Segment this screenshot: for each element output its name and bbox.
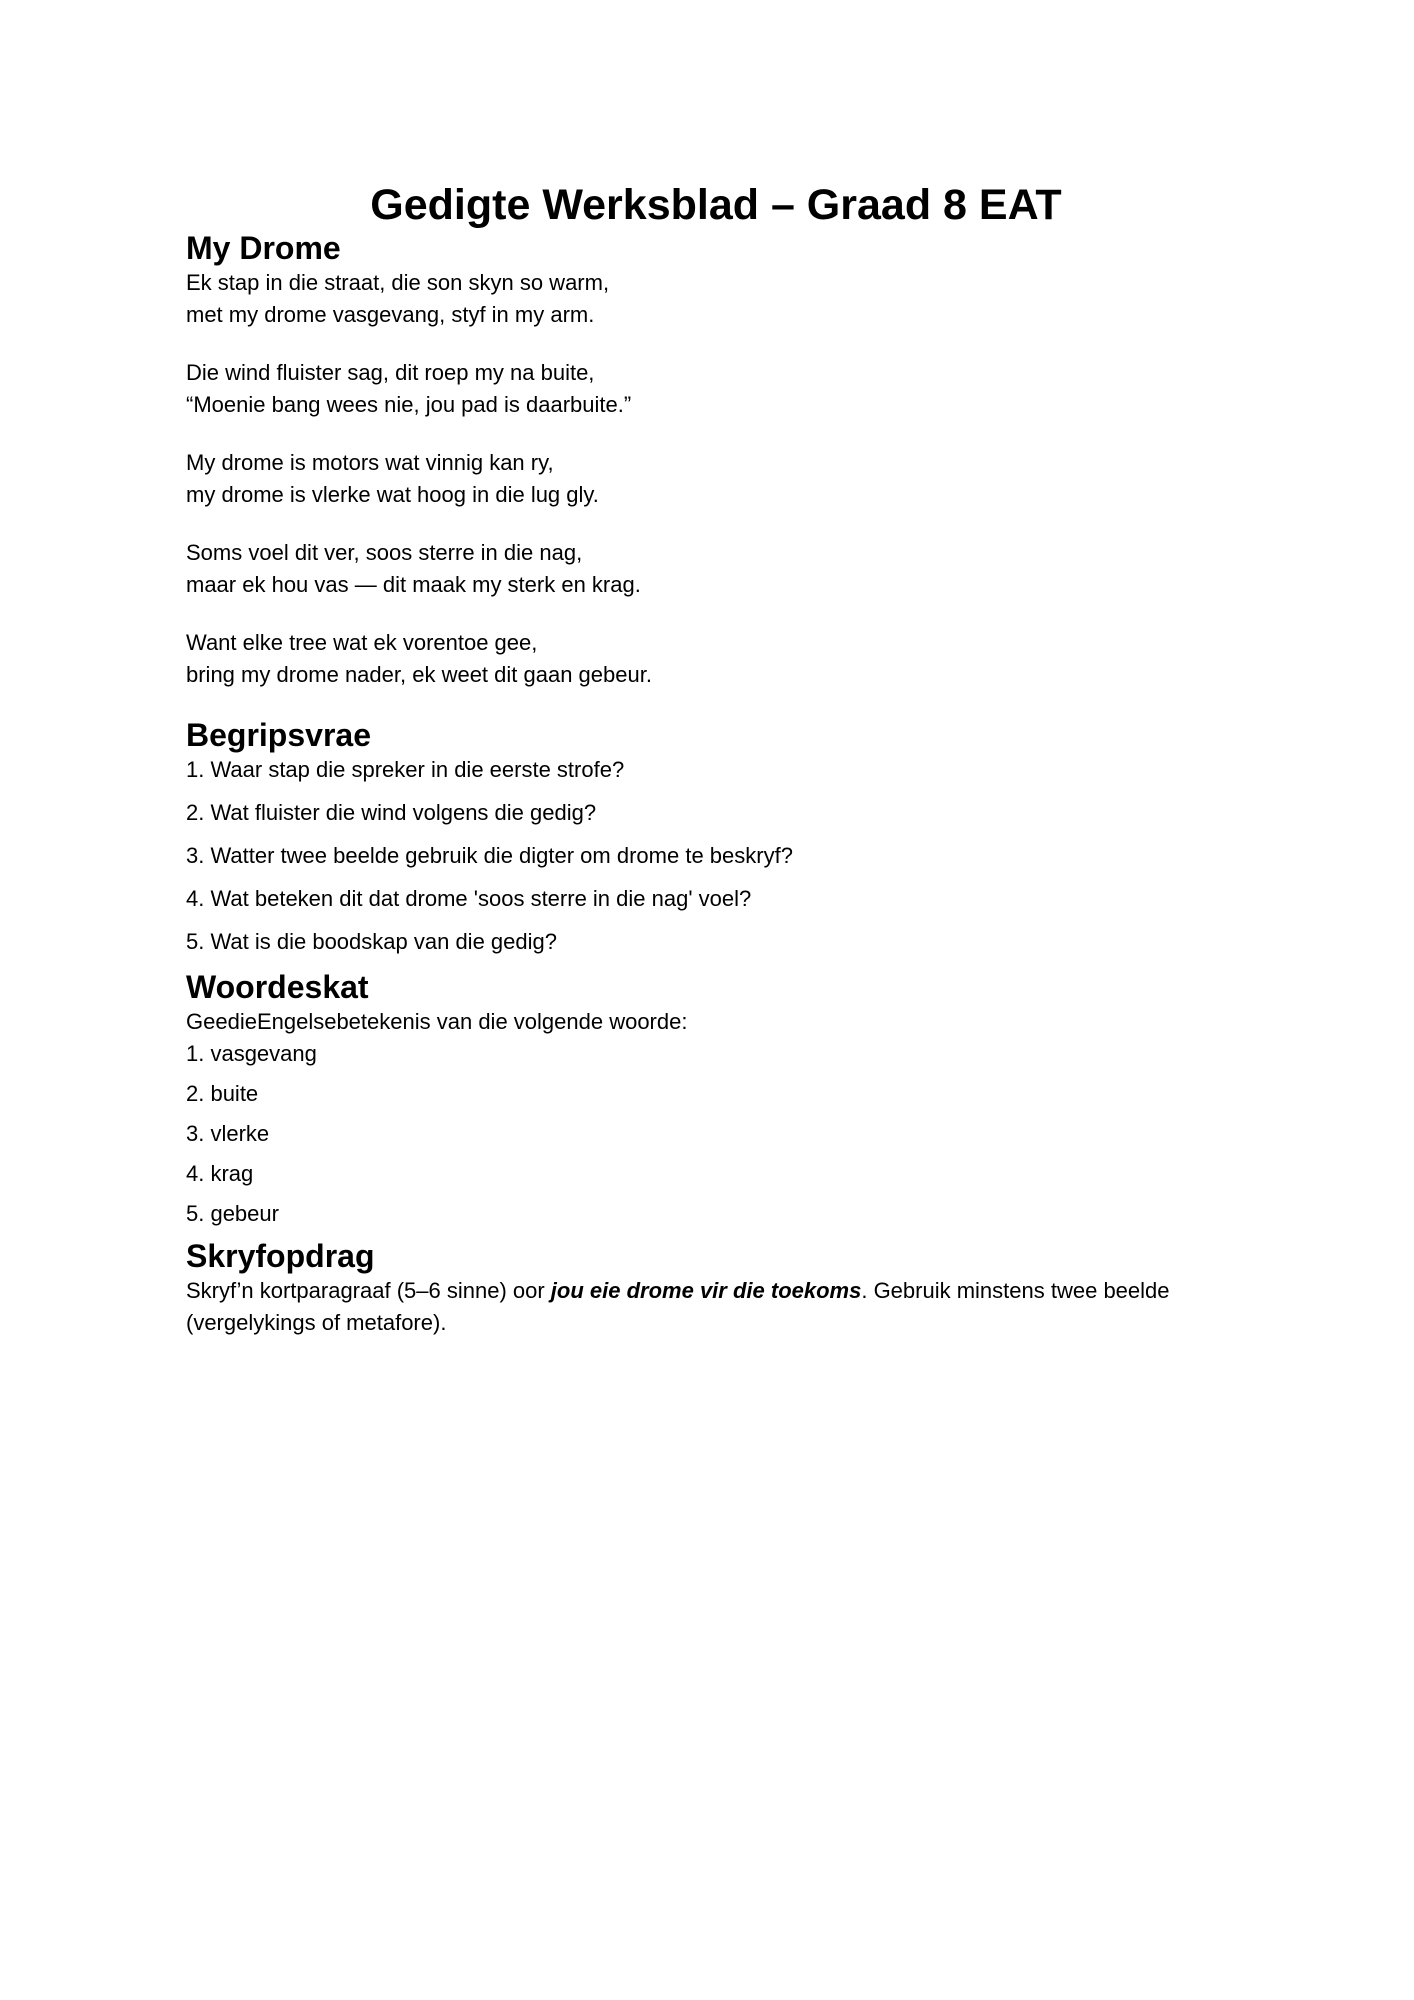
- vocabulary-item: 2. buite: [186, 1081, 259, 1106]
- question-item: 1. Waar stap die spreker in die eerste strofe?: [186, 757, 625, 782]
- page-title: Gedigte Werksblad – Graad 8 EAT: [370, 181, 1062, 229]
- question-item: 4. Wat beteken dit dat drome 'soos sterre in die nag' voel?: [186, 886, 752, 911]
- vocabulary-intro: [186, 1006, 1246, 1070]
- question-item: 3. Watter twee beelde gebruik die digter om drome te beskryf?: [186, 843, 793, 868]
- question-item: 5. Wat is die boodskap van die gedig?: [186, 929, 557, 954]
- poem-line: My drome is motors wat vinnig kan ry,: [186, 450, 554, 475]
- writing-heading: Skryfopdrag: [186, 1238, 375, 1274]
- poem-line: met my drome vasgevang, styf in my arm.: [186, 302, 595, 327]
- poem-line: Want elke tree wat ek vorentoe gee,: [186, 630, 538, 655]
- poem-stanza: [186, 447, 1246, 511]
- vocabulary-item: 3. vlerke: [186, 1121, 270, 1146]
- comprehension-heading: Begripsvrae: [186, 717, 371, 753]
- poem-line: maar ek hou vas — dit maak my sterk en krag.: [186, 572, 641, 597]
- vocabulary-intro-text: GeedieEngelsebetekenis van die volgende woorde:: [186, 1009, 688, 1034]
- vocabulary-item: 4. krag: [186, 1161, 254, 1186]
- vocabulary-item: 5. gebeur: [186, 1201, 279, 1226]
- writing-task-paragraph: [186, 1275, 1246, 1339]
- poem-line: Die wind fluister sag, dit roep my na buite,: [186, 360, 595, 385]
- poem: [186, 267, 1246, 691]
- poem-stanza: [186, 627, 1246, 691]
- poem-heading: My Drome: [186, 230, 341, 266]
- poem-line: bring my drome nader, ek weet dit gaan gebeur.: [186, 662, 652, 687]
- vocabulary-heading: Woordeskat: [186, 969, 369, 1005]
- poem-stanza: [186, 537, 1246, 601]
- question-item: 2. Wat fluister die wind volgens die gedig?: [186, 800, 597, 825]
- poem-stanza: [186, 357, 1246, 421]
- writing-task-text-after: . Gebruik minstens twee beelde (vergelykings of metafore).: [186, 1278, 1170, 1335]
- vocabulary-list: [186, 1006, 1246, 1230]
- poem-line: Ek stap in die straat, die son skyn so warm,: [186, 270, 610, 295]
- vocabulary-item: 1. vasgevang: [186, 1041, 317, 1066]
- poem-line: Soms voel dit ver, soos sterre in die nag,: [186, 540, 583, 565]
- comprehension-questions: [186, 754, 1246, 958]
- poem-line: “Moenie bang wees nie, jou pad is daarbuite.”: [186, 392, 632, 417]
- poem-stanza: [186, 267, 1246, 331]
- writing-task-text-before: Skryf’n kortparagraaf (5–6 sinne) oor: [186, 1278, 551, 1303]
- writing-task-emphasis: jou eie drome vir die toekoms: [550, 1278, 862, 1303]
- poem-line: my drome is vlerke wat hoog in die lug gly.: [186, 482, 599, 507]
